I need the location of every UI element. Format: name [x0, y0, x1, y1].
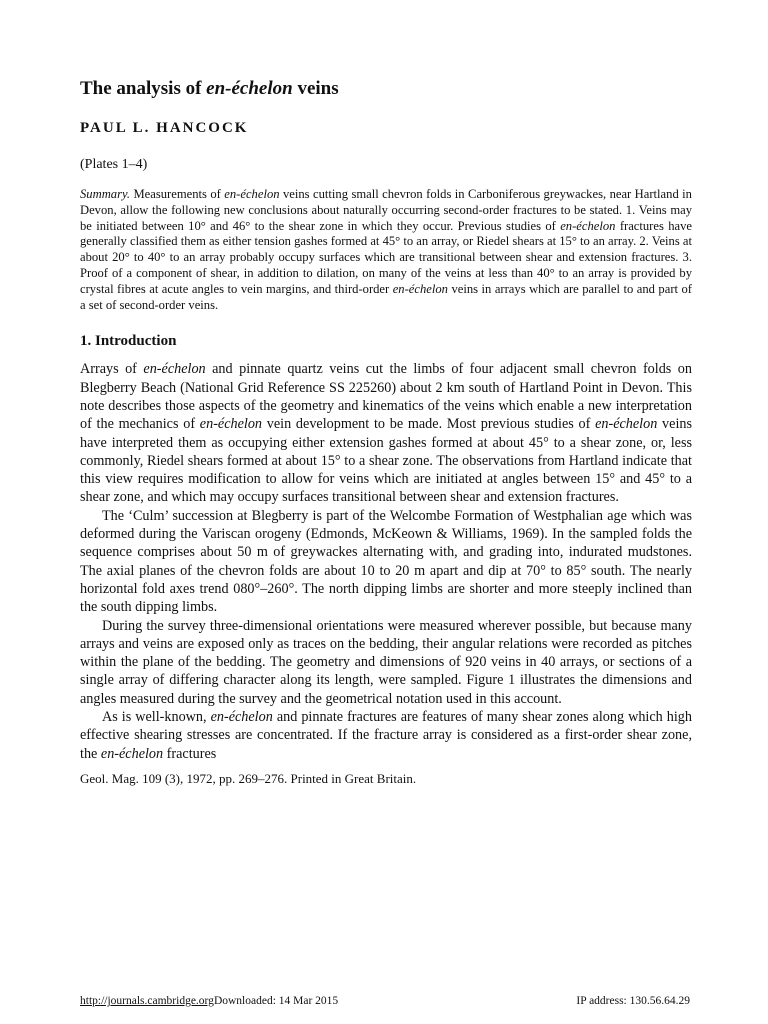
summary-label: Summary.	[80, 187, 131, 201]
paragraph-4: As is well-known, en-échelon and pinnate fractures are features of many shear zones along which high effective shearing stresses are concentrated. If the fracture array is considered as a first-order shear zone, the en-échelon fractures	[80, 709, 692, 762]
article-page	[80, 78, 692, 787]
download-footer	[80, 995, 690, 1007]
footer-left	[80, 995, 338, 1007]
journals-link[interactable]: http://journals.cambridge.org	[80, 995, 214, 1007]
download-date: Downloaded: 14 Mar 2015	[213, 995, 339, 1007]
paragraph-2: The ‘Culm’ succession at Blegberry is part of the Welcombe Formation of Westphalian age which was deformed during the Variscan orogeny (Edmonds, McKeown & Williams, 1969). In the sampled folds the sequence comprises about 50 m of greywackes alternating with, and grading into, indurated mudstones. The axial planes of the chevron folds are about 10 to 20 m apart and dip at 70° to 85° south. The nearly horizontal fold axes trend 080°–260°. The north dipping limbs are shorter and more steeply inclined than the south dipping limbs.	[80, 507, 692, 616]
paragraph-3: During the survey three-dimensional orientations were measured wherever possible, but because many arrays and veins are exposed only as traces on the bedding, their angular relations were recorded as pitches within the plane of the bedding. The geometry and dimensions of 920 veins in 40 arrays, or sections of a single array of differing character along its length, were sampled. Figure 1 illustrates the dimensions and angles measured during the survey and the geometrical notation used in this account.	[80, 617, 692, 707]
plates-note: (Plates 1–4)	[80, 157, 148, 172]
paragraph-1: Arrays of en-échelon and pinnate quartz veins cut the limbs of four adjacent small chevron folds on Blegberry Beach (National Grid Reference SS 225260) about 2 km south of Hartland Point in Devon. This note describes those aspects of the geometry and kinematics of the veins which enable a new interpretation of the mechanics of en-échelon vein development to be made. Most previous studies of en-échelon veins have interpreted them as occupying either extension gashes formed at about 45° to a shear zone, or, less commonly, Riedel shears formed at about 15° to a shear zone. The observations from Hartland indicate that this view requires modification to allow for veins which are initiated at angles between 15° and 45° to a shear zone, and which may occupy surfaces transitional between shear and extension fractures.	[80, 361, 692, 506]
ip-address: IP address: 130.56.64.29	[576, 995, 690, 1007]
section-body	[80, 360, 692, 763]
article-title: The analysis of en-échelon veins	[80, 78, 339, 99]
summary-paragraph: Summary. Measurements of en-échelon veins cutting small chevron folds in Carboniferous greywackes, near Hartland in Devon, allow the following new conclusions about naturally occurring second-order fractures to be stated. 1. Veins may be initiated between 10° and 46° to the shear zone in which they occur. Previous studies of en-échelon fractures have generally classified them as either tension gashes formed at 45° to an array, or Riedel shears at 15° to an array. 2. Veins at about 20° to 40° to an array probably occupy surfaces which are transitional between shear and extension fractures. 3. Proof of a component of shear, in addition to dilation, on many of the veins at less than 40° to an array is provided by crystal fibres at acute angles to vein margins, and third-order en-échelon veins in arrays which are parallel to and part of a set of second-order veins.	[80, 187, 692, 312]
author-name: PAUL L. HANCOCK	[80, 120, 249, 136]
section-heading: 1. Introduction	[80, 333, 177, 350]
journal-citation: Geol. Mag. 109 (3), 1972, pp. 269–276. Printed in Great Britain.	[80, 770, 417, 786]
